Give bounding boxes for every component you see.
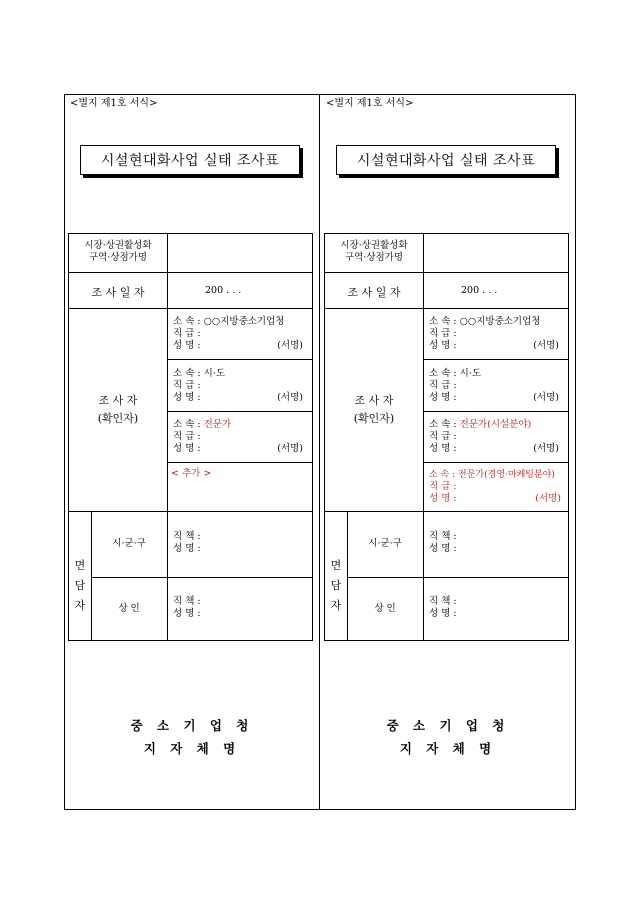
market-label-line2: 구역·상점가명: [344, 252, 404, 263]
form-label: <별지 제1호 서식>: [70, 98, 158, 109]
sign-label: (서명): [533, 443, 559, 454]
survey-table: 시장·상권활성화 구역·상점가명 조 사 일 자 200 . . . 조 사 자 (확인자) 소 속 : ○○지방중소기업청 직 급 : 성 명 : (서명) 소 속 : 시·도 직 급 : 성 명 : (서명) 소 속 : 전문가(시설분야) 직 급 : 성 명 : (서명) 소 속 : 전문가(경영·마케팅분야) 직 급 : 성 명 : (서명) 면 담 자 시·군·구 상 인 직 책 : 성 명 : 직 책 : 성 명 :: [324, 233, 569, 641]
sign-label: (서명): [277, 340, 303, 351]
surveyor-entry[interactable]: 소 속 : 전문가(시설분야) 직 급 : 성 명 : (서명): [429, 419, 559, 454]
surveyor-entry[interactable]: 소 속 : 시·도 직 급 : 성 명 : (서명): [429, 368, 559, 403]
add-surveyor-link[interactable]: < 추가 >: [171, 468, 212, 479]
surveyor-sublabel: (확인자): [97, 412, 139, 425]
sigungu-fields[interactable]: 직 책 : 성 명 :: [429, 531, 457, 554]
sign-label: (서명): [533, 340, 559, 351]
org-line2: 지 자 체 명: [143, 741, 241, 756]
right-form-panel: [320, 94, 576, 810]
affiliation-value: 전문가(시설분야): [459, 419, 532, 430]
affiliation-value: 시·도: [459, 368, 482, 379]
date-label: 조 사 일 자: [91, 286, 145, 299]
affiliation-value: ○○지방중소기업청: [203, 316, 285, 327]
sign-label: (서명): [277, 443, 303, 454]
sign-label: (서명): [535, 493, 561, 504]
sign-label: (서명): [277, 392, 303, 403]
surveyor-entry[interactable]: 소 속 : 시·도 직 급 : 성 명 : (서명): [173, 368, 303, 403]
sigungu-fields[interactable]: 직 책 : 성 명 :: [173, 531, 201, 554]
surveyor-label: 조 사 자: [98, 394, 138, 407]
merchant-fields[interactable]: 직 책 : 성 명 :: [429, 596, 457, 619]
survey-table: 시장·상권활성화 구역·상점가명 조 사 일 자 200 . . . 조 사 자 (확인자) 소 속 : ○○지방중소기업청 직 급 : 성 명 : (서명) 소 속 : 시·도 직 급 : 성 명 : (서명) 소 속 : 전문가 직 급 : 성 명 : (서명) < 추가 > 면 담 자 시·군·구 상 인 직 책 : 성 명 : 직 책 : 성 명 :: [68, 233, 313, 641]
affiliation-value: 전문가: [203, 419, 232, 430]
date-value[interactable]: 200 . . .: [461, 285, 498, 296]
left-form-panel: [64, 94, 320, 810]
sigungu-label: 시·군·구: [368, 538, 402, 549]
surveyor-entry[interactable]: 소 속 : ○○지방중소기업청 직 급 : 성 명 : (서명): [173, 316, 303, 351]
surveyor-entry[interactable]: 소 속 : 전문가(경영·마케팅분야) 직 급 : 성 명 : (서명): [429, 470, 561, 504]
form-title: 시설현대화사업 실태 조사표: [336, 145, 556, 175]
merchant-fields[interactable]: 직 책 : 성 명 :: [173, 596, 201, 619]
surveyor-entry[interactable]: 소 속 : 전문가 직 급 : 성 명 : (서명): [173, 419, 303, 454]
affiliation-value: 전문가(경영·마케팅분야): [458, 470, 555, 480]
merchant-label: 상 인: [118, 603, 140, 614]
sigungu-label: 시·군·구: [112, 538, 146, 549]
merchant-label: 상 인: [374, 603, 396, 614]
form-label: <별지 제1호 서식>: [326, 98, 414, 109]
org-line1: 중 소 기 업 청: [130, 718, 254, 733]
date-label: 조 사 일 자: [347, 286, 401, 299]
surveyor-label: 조 사 자: [354, 394, 394, 407]
market-label-line1: 시장·상권활성화: [84, 240, 152, 251]
org-line1: 중 소 기 업 청: [386, 718, 510, 733]
org-line2: 지 자 체 명: [399, 741, 497, 756]
surveyor-entry[interactable]: 소 속 : ○○지방중소기업청 직 급 : 성 명 : (서명): [429, 316, 559, 351]
market-name-field[interactable]: [424, 235, 568, 271]
form-title: 시설현대화사업 실태 조사표: [80, 145, 300, 175]
market-label-line1: 시장·상권활성화: [340, 240, 408, 251]
sign-label: (서명): [533, 392, 559, 403]
market-label-line2: 구역·상점가명: [88, 252, 148, 263]
surveyor-sublabel: (확인자): [353, 412, 395, 425]
market-name-field[interactable]: [168, 235, 312, 271]
date-value[interactable]: 200 . . .: [205, 285, 242, 296]
affiliation-value: ○○지방중소기업청: [459, 316, 541, 327]
affiliation-value: 시·도: [203, 368, 226, 379]
